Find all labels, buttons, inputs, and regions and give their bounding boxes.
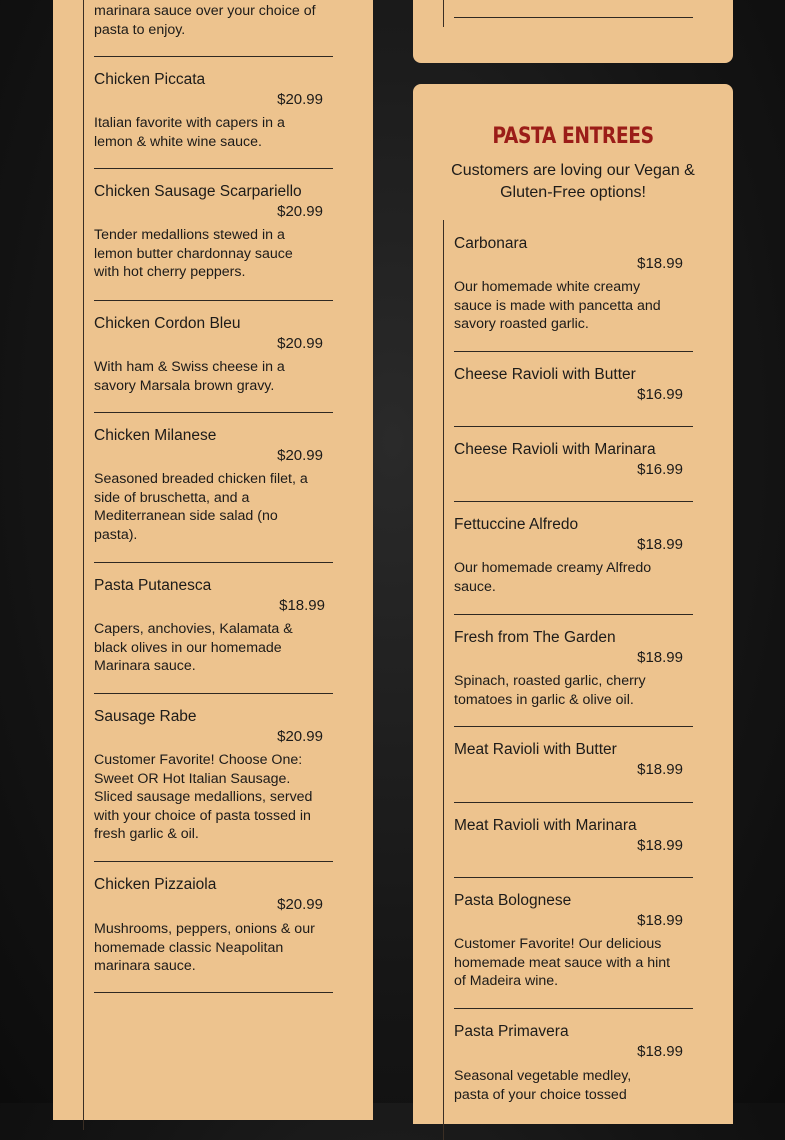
pasta-entrees-panel	[413, 84, 733, 1124]
menu-item-name: Carbonara	[454, 235, 528, 252]
menu-divider	[454, 351, 693, 352]
menu-item-name: Chicken Pizzaiola	[94, 876, 217, 893]
menu-divider	[94, 562, 333, 563]
menu-item-description: Mushrooms, peppers, onions & our homemade classic Neapolitan marinara sauce.	[94, 921, 315, 975]
menu-divider	[454, 17, 693, 18]
menu-item-description: Seasonal vegetable medley, pasta of your choice tossed	[454, 1068, 632, 1103]
menu-item-description: Capers, anchovies, Kalamata & black olives in our homemade Marinara sauce.	[94, 621, 293, 675]
menu-item-name: Sausage Rabe	[94, 708, 197, 725]
menu-item-description: Tender medallions stewed in a lemon butter chardonnay sauce with hot cherry peppers.	[94, 227, 293, 281]
menu-item	[94, 426, 333, 543]
menu-item-description: Italian favorite with capers in a lemon & white wine sauce.	[94, 115, 285, 150]
menu-item-name: Meat Ravioli with Butter	[454, 741, 617, 758]
menu-divider	[94, 992, 333, 993]
section-title: PASTA ENTREES	[492, 124, 654, 149]
menu-divider	[94, 56, 333, 57]
menu-item-description: Seasoned breaded chicken filet, a side of bruschetta, and a Mediterranean side salad (no pasta).	[94, 471, 308, 543]
menu-divider	[454, 614, 693, 615]
right-vertical-rule	[443, 220, 444, 1140]
menu-item-description: With ham & Swiss cheese in a savory Marsala brown gravy.	[94, 359, 285, 394]
menu-item-name: Fettuccine Alfredo	[454, 516, 579, 533]
menu-item-name: Pasta Bolognese	[454, 892, 572, 909]
menu-item-price: $20.99	[277, 203, 323, 220]
menu-item	[454, 628, 693, 708]
menu-item-name: Chicken Milanese	[94, 427, 217, 444]
menu-divider	[454, 1008, 693, 1009]
menu-divider	[454, 426, 693, 427]
menu-item-name: Chicken Sausage Scarpariello	[94, 183, 302, 200]
menu-item	[454, 1022, 693, 1103]
menu-item-price: $20.99	[277, 335, 323, 352]
menu-item-price: $18.99	[637, 649, 683, 666]
menu-item-name: Pasta Primavera	[454, 1023, 569, 1040]
menu-item-name: Chicken Piccata	[94, 71, 206, 88]
menu-divider	[454, 501, 693, 502]
menu-divider	[94, 861, 333, 862]
menu-item	[454, 891, 693, 990]
menu-item-name: Cheese Ravioli with Marinara	[454, 441, 656, 458]
section-subtitle: Customers are loving our Vegan & Gluten-Free options!	[451, 162, 695, 201]
left-vertical-rule	[83, 0, 84, 1130]
menu-item	[94, 707, 333, 843]
menu-item-price: $18.99	[637, 255, 683, 272]
menu-item-price: $20.99	[277, 447, 323, 464]
menu-item-price: $16.99	[637, 461, 683, 478]
menu-item-price: $18.99	[637, 912, 683, 929]
menu-item	[94, 182, 333, 281]
menu-item-price: $18.99	[279, 597, 325, 614]
menu-item	[454, 440, 693, 478]
menu-item	[454, 740, 693, 778]
menu-item-description: Customer Favorite! Our delicious homemade meat sauce with a hint of Madeira wine.	[454, 936, 671, 990]
menu-divider	[94, 168, 333, 169]
menu-item-price: $20.99	[277, 91, 323, 108]
menu-item-description: Our homemade creamy Alfredo sauce.	[454, 560, 652, 595]
menu-divider	[454, 802, 693, 803]
menu-item-description: Spinach, roasted garlic, cherry tomatoes in garlic & olive oil.	[454, 673, 646, 708]
menu-item	[454, 365, 693, 403]
menu-item-description: Our homemade white creamy sauce is made with pancetta and savory roasted garlic.	[454, 279, 661, 333]
menu-item-price: $20.99	[277, 896, 323, 913]
menu-item-price: $18.99	[637, 761, 683, 778]
menu-divider	[454, 877, 693, 878]
right-top-panel	[413, 0, 733, 63]
left-menu-panel	[53, 0, 373, 1120]
menu-item	[454, 234, 693, 333]
menu-divider	[454, 726, 693, 727]
menu-item-price: $16.99	[637, 386, 683, 403]
menu-divider	[94, 693, 333, 694]
menu-item-price: $18.99	[637, 536, 683, 553]
menu-item-price: $18.99	[637, 1043, 683, 1060]
menu-item-price: $18.99	[637, 837, 683, 854]
menu-item-name: Fresh from The Garden	[454, 629, 616, 646]
menu-item	[454, 515, 693, 595]
menu-divider	[94, 300, 333, 301]
menu-item	[94, 314, 333, 394]
menu-item-price: $20.99	[277, 728, 323, 745]
menu-divider	[94, 412, 333, 413]
menu-item	[94, 875, 333, 975]
menu-item	[454, 816, 693, 854]
menu-item-name: Chicken Cordon Bleu	[94, 315, 241, 332]
menu-item-name: Cheese Ravioli with Butter	[454, 366, 636, 383]
menu-item-name: Pasta Putanesca	[94, 577, 212, 594]
menu-item	[94, 70, 333, 150]
menu-item	[94, 576, 333, 675]
menu-item-name: Meat Ravioli with Marinara	[454, 817, 637, 834]
menu-item-description: Customer Favorite! Choose One: Sweet OR Hot Italian Sausage. Sliced sausage medallions, served with your choice of pasta tossed in fresh garlic & oil.	[94, 752, 313, 843]
right-top-vertical-rule	[443, 0, 444, 27]
left-intro-text: marinara sauce over your choice of pasta to enjoy.	[94, 3, 316, 38]
